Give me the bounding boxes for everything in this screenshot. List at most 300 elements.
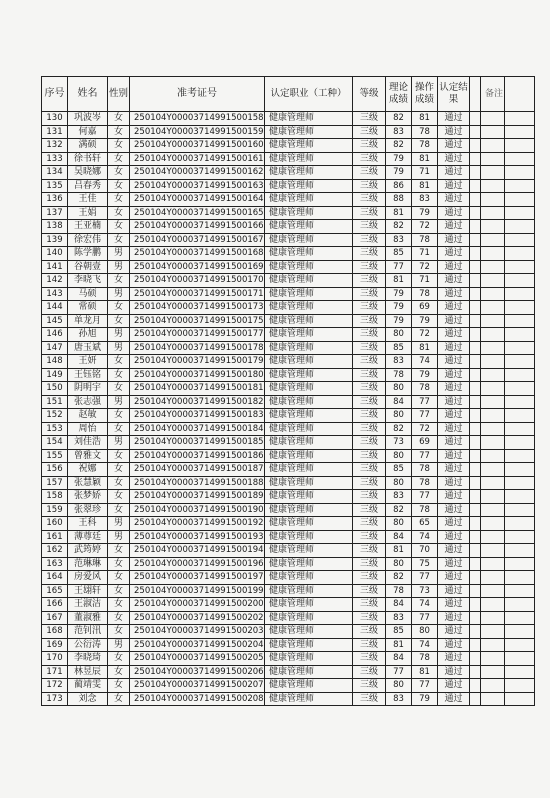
row-gender: 女 <box>108 679 130 693</box>
table-row <box>42 233 535 247</box>
row-ticket: 250104Y00003714991500188 <box>130 476 265 490</box>
row-level: 三级 <box>353 220 386 234</box>
row-name: 张慧颖 <box>68 476 108 490</box>
table-row <box>42 206 535 220</box>
row-operation-score: 79 <box>412 692 438 706</box>
row-empty-cell <box>481 112 505 126</box>
row-gender: 女 <box>108 625 130 639</box>
row-seq: 147 <box>42 341 68 355</box>
row-empty-cell <box>505 220 535 234</box>
row-result: 通过 <box>438 233 470 247</box>
row-ticket: 250104Y00003714991500196 <box>130 557 265 571</box>
row-gender: 男 <box>108 260 130 274</box>
row-job: 健康管理师 <box>265 314 353 328</box>
row-level: 三级 <box>353 274 386 288</box>
header-job: 认定职业（工种） <box>265 77 353 112</box>
row-seq: 140 <box>42 247 68 261</box>
row-theory-score: 83 <box>386 490 412 504</box>
row-operation-score: 69 <box>412 301 438 315</box>
row-empty-cell <box>481 287 505 301</box>
row-empty-cell <box>481 530 505 544</box>
row-ticket: 250104Y00003714991500165 <box>130 206 265 220</box>
row-empty-cell <box>481 125 505 139</box>
row-empty-cell <box>470 638 481 652</box>
row-name: 单龙月 <box>68 314 108 328</box>
row-result: 通过 <box>438 692 470 706</box>
row-job: 健康管理师 <box>265 152 353 166</box>
row-job: 健康管理师 <box>265 233 353 247</box>
row-name: 公衍涛 <box>68 638 108 652</box>
row-result: 通过 <box>438 422 470 436</box>
row-empty-cell <box>505 233 535 247</box>
row-seq: 168 <box>42 625 68 639</box>
row-gender: 男 <box>108 638 130 652</box>
row-seq: 150 <box>42 382 68 396</box>
row-empty-cell <box>470 611 481 625</box>
row-seq: 163 <box>42 557 68 571</box>
row-empty-cell <box>505 328 535 342</box>
row-seq: 172 <box>42 679 68 693</box>
row-empty-cell <box>505 139 535 153</box>
row-gender: 女 <box>108 166 130 180</box>
table-row <box>42 625 535 639</box>
row-job: 健康管理师 <box>265 557 353 571</box>
row-seq: 145 <box>42 314 68 328</box>
row-level: 三级 <box>353 679 386 693</box>
row-result: 通过 <box>438 665 470 679</box>
row-empty-cell <box>481 274 505 288</box>
row-result: 通过 <box>438 638 470 652</box>
row-empty-cell <box>470 692 481 706</box>
row-empty-cell <box>481 422 505 436</box>
row-empty-cell <box>505 206 535 220</box>
row-seq: 154 <box>42 436 68 450</box>
row-operation-score: 72 <box>412 260 438 274</box>
row-job: 健康管理师 <box>265 544 353 558</box>
row-seq: 155 <box>42 449 68 463</box>
row-theory-score: 83 <box>386 692 412 706</box>
row-theory-score: 84 <box>386 395 412 409</box>
row-empty-cell <box>505 355 535 369</box>
row-level: 三级 <box>353 382 386 396</box>
row-empty-cell <box>505 152 535 166</box>
table-row <box>42 436 535 450</box>
row-seq: 146 <box>42 328 68 342</box>
row-level: 三级 <box>353 125 386 139</box>
row-result: 通过 <box>438 490 470 504</box>
row-empty-cell <box>481 328 505 342</box>
row-theory-score: 83 <box>386 233 412 247</box>
row-gender: 女 <box>108 382 130 396</box>
row-theory-score: 80 <box>386 476 412 490</box>
table-row <box>42 476 535 490</box>
row-job: 健康管理师 <box>265 517 353 531</box>
row-name: 林昱辰 <box>68 665 108 679</box>
row-job: 健康管理师 <box>265 382 353 396</box>
row-operation-score: 77 <box>412 449 438 463</box>
row-job: 健康管理师 <box>265 301 353 315</box>
row-empty-cell <box>470 314 481 328</box>
row-seq: 156 <box>42 463 68 477</box>
row-theory-score: 77 <box>386 665 412 679</box>
table-row <box>42 152 535 166</box>
table-row <box>42 557 535 571</box>
row-job: 健康管理师 <box>265 368 353 382</box>
row-result: 通过 <box>438 287 470 301</box>
row-result: 通过 <box>438 368 470 382</box>
row-name: 祝娜 <box>68 463 108 477</box>
row-seq: 157 <box>42 476 68 490</box>
row-job: 健康管理师 <box>265 193 353 207</box>
row-operation-score: 79 <box>412 314 438 328</box>
row-theory-score: 77 <box>386 260 412 274</box>
row-empty-cell <box>470 625 481 639</box>
row-ticket: 250104Y00003714991500190 <box>130 503 265 517</box>
row-name: 谷朝壹 <box>68 260 108 274</box>
row-level: 三级 <box>353 692 386 706</box>
row-empty-cell <box>481 679 505 693</box>
table-row <box>42 341 535 355</box>
table-row <box>42 260 535 274</box>
row-empty-cell <box>505 584 535 598</box>
row-name: 范琳琳 <box>68 557 108 571</box>
row-seq: 167 <box>42 611 68 625</box>
row-seq: 149 <box>42 368 68 382</box>
row-ticket: 250104Y00003714991500185 <box>130 436 265 450</box>
row-level: 三级 <box>353 611 386 625</box>
table-row <box>42 544 535 558</box>
table-row <box>42 301 535 315</box>
row-empty-cell <box>505 274 535 288</box>
row-theory-score: 82 <box>386 220 412 234</box>
row-name: 吕春秀 <box>68 179 108 193</box>
row-result: 通过 <box>438 355 470 369</box>
row-empty-cell <box>470 463 481 477</box>
row-result: 通过 <box>438 341 470 355</box>
row-level: 三级 <box>353 341 386 355</box>
row-operation-score: 78 <box>412 382 438 396</box>
table-row <box>42 355 535 369</box>
row-ticket: 250104Y00003714991500192 <box>130 517 265 531</box>
row-operation-score: 74 <box>412 355 438 369</box>
row-operation-score: 78 <box>412 463 438 477</box>
row-empty-cell <box>481 692 505 706</box>
row-theory-score: 83 <box>386 355 412 369</box>
row-ticket: 250104Y00003714991500183 <box>130 409 265 423</box>
row-empty-cell <box>481 463 505 477</box>
row-name: 徐书轩 <box>68 152 108 166</box>
table-row <box>42 112 535 126</box>
row-result: 通过 <box>438 584 470 598</box>
row-empty-cell <box>481 233 505 247</box>
row-empty-cell <box>505 409 535 423</box>
row-level: 三级 <box>353 571 386 585</box>
row-empty-cell <box>481 260 505 274</box>
row-ticket: 250104Y00003714991500197 <box>130 571 265 585</box>
row-empty-cell <box>505 652 535 666</box>
row-empty-cell <box>481 355 505 369</box>
row-result: 通过 <box>438 139 470 153</box>
row-empty-cell <box>505 463 535 477</box>
row-operation-score: 79 <box>412 206 438 220</box>
row-level: 三级 <box>353 517 386 531</box>
row-empty-cell <box>470 233 481 247</box>
row-operation-score: 81 <box>412 341 438 355</box>
row-empty-cell <box>470 166 481 180</box>
row-operation-score: 77 <box>412 395 438 409</box>
row-ticket: 250104Y00003714991500181 <box>130 382 265 396</box>
row-job: 健康管理师 <box>265 112 353 126</box>
row-ticket: 250104Y00003714991500164 <box>130 193 265 207</box>
row-job: 健康管理师 <box>265 598 353 612</box>
row-level: 三级 <box>353 584 386 598</box>
row-gender: 女 <box>108 193 130 207</box>
row-empty-cell <box>505 625 535 639</box>
table-row <box>42 220 535 234</box>
row-name: 周怡 <box>68 422 108 436</box>
row-empty-cell <box>505 449 535 463</box>
row-theory-score: 85 <box>386 463 412 477</box>
row-theory-score: 85 <box>386 247 412 261</box>
row-theory-score: 79 <box>386 314 412 328</box>
header-remark: 备注 <box>481 77 505 112</box>
row-gender: 女 <box>108 665 130 679</box>
row-seq: 173 <box>42 692 68 706</box>
row-theory-score: 79 <box>386 301 412 315</box>
row-empty-cell <box>470 665 481 679</box>
row-theory-score: 80 <box>386 557 412 571</box>
row-empty-cell <box>505 125 535 139</box>
table-row <box>42 314 535 328</box>
row-job: 健康管理师 <box>265 611 353 625</box>
row-gender: 女 <box>108 233 130 247</box>
row-theory-score: 83 <box>386 611 412 625</box>
row-seq: 132 <box>42 139 68 153</box>
row-seq: 143 <box>42 287 68 301</box>
header-gender: 性别 <box>108 77 130 112</box>
table-row <box>42 193 535 207</box>
row-seq: 148 <box>42 355 68 369</box>
row-result: 通过 <box>438 328 470 342</box>
table-row <box>42 638 535 652</box>
row-gender: 男 <box>108 341 130 355</box>
row-seq: 160 <box>42 517 68 531</box>
header-extra <box>505 77 535 112</box>
row-empty-cell <box>470 179 481 193</box>
row-level: 三级 <box>353 463 386 477</box>
row-ticket: 250104Y00003714991500199 <box>130 584 265 598</box>
row-level: 三级 <box>353 436 386 450</box>
row-job: 健康管理师 <box>265 476 353 490</box>
row-job: 健康管理师 <box>265 409 353 423</box>
row-empty-cell <box>505 112 535 126</box>
row-result: 通过 <box>438 395 470 409</box>
row-job: 健康管理师 <box>265 247 353 261</box>
row-empty-cell <box>505 638 535 652</box>
row-empty-cell <box>481 490 505 504</box>
row-level: 三级 <box>353 665 386 679</box>
row-name: 王钰铭 <box>68 368 108 382</box>
row-gender: 女 <box>108 355 130 369</box>
row-ticket: 250104Y00003714991500194 <box>130 544 265 558</box>
row-name: 张翠珍 <box>68 503 108 517</box>
row-empty-cell <box>470 449 481 463</box>
row-empty-cell <box>505 382 535 396</box>
row-gender: 女 <box>108 422 130 436</box>
row-operation-score: 74 <box>412 530 438 544</box>
row-seq: 151 <box>42 395 68 409</box>
row-operation-score: 65 <box>412 517 438 531</box>
row-empty-cell <box>505 368 535 382</box>
row-seq: 142 <box>42 274 68 288</box>
table-row <box>42 409 535 423</box>
row-result: 通过 <box>438 112 470 126</box>
row-seq: 135 <box>42 179 68 193</box>
row-empty-cell <box>481 247 505 261</box>
row-empty-cell <box>470 368 481 382</box>
header-theory: 理论成绩 <box>386 77 412 112</box>
row-operation-score: 71 <box>412 166 438 180</box>
row-job: 健康管理师 <box>265 395 353 409</box>
row-name: 马硕 <box>68 287 108 301</box>
row-gender: 女 <box>108 503 130 517</box>
row-operation-score: 75 <box>412 557 438 571</box>
table-row <box>42 166 535 180</box>
table-row <box>42 679 535 693</box>
row-empty-cell <box>470 274 481 288</box>
row-operation-score: 77 <box>412 679 438 693</box>
row-empty-cell <box>481 476 505 490</box>
row-level: 三级 <box>353 409 386 423</box>
row-theory-score: 82 <box>386 571 412 585</box>
row-gender: 男 <box>108 395 130 409</box>
row-theory-score: 80 <box>386 449 412 463</box>
row-operation-score: 81 <box>412 665 438 679</box>
table-row <box>42 287 535 301</box>
row-ticket: 250104Y00003714991500161 <box>130 152 265 166</box>
row-empty-cell <box>481 436 505 450</box>
row-seq: 158 <box>42 490 68 504</box>
row-operation-score: 80 <box>412 625 438 639</box>
row-result: 通过 <box>438 557 470 571</box>
row-result: 通过 <box>438 152 470 166</box>
row-empty-cell <box>470 598 481 612</box>
row-gender: 女 <box>108 584 130 598</box>
row-result: 通过 <box>438 463 470 477</box>
row-operation-score: 81 <box>412 152 438 166</box>
results-table <box>41 76 535 706</box>
row-theory-score: 83 <box>386 125 412 139</box>
row-theory-score: 85 <box>386 625 412 639</box>
table-row <box>42 328 535 342</box>
row-empty-cell <box>505 517 535 531</box>
row-theory-score: 73 <box>386 436 412 450</box>
row-empty-cell <box>470 571 481 585</box>
row-level: 三级 <box>353 395 386 409</box>
row-gender: 女 <box>108 152 130 166</box>
row-job: 健康管理师 <box>265 166 353 180</box>
row-operation-score: 81 <box>412 112 438 126</box>
row-seq: 162 <box>42 544 68 558</box>
row-gender: 女 <box>108 206 130 220</box>
row-empty-cell <box>505 544 535 558</box>
row-name: 蔺靖雯 <box>68 679 108 693</box>
row-job: 健康管理师 <box>265 679 353 693</box>
row-ticket: 250104Y00003714991500203 <box>130 625 265 639</box>
row-job: 健康管理师 <box>265 584 353 598</box>
row-result: 通过 <box>438 382 470 396</box>
row-operation-score: 70 <box>412 544 438 558</box>
row-level: 三级 <box>353 179 386 193</box>
row-empty-cell <box>481 544 505 558</box>
table-row <box>42 368 535 382</box>
table-row <box>42 517 535 531</box>
row-job: 健康管理师 <box>265 692 353 706</box>
row-ticket: 250104Y00003714991500193 <box>130 530 265 544</box>
row-result: 通过 <box>438 220 470 234</box>
row-empty-cell <box>481 179 505 193</box>
row-level: 三级 <box>353 260 386 274</box>
row-ticket: 250104Y00003714991500207 <box>130 679 265 693</box>
row-empty-cell <box>470 287 481 301</box>
row-theory-score: 84 <box>386 530 412 544</box>
row-empty-cell <box>505 260 535 274</box>
row-level: 三级 <box>353 152 386 166</box>
row-empty-cell <box>481 557 505 571</box>
row-seq: 159 <box>42 503 68 517</box>
row-empty-cell <box>505 557 535 571</box>
row-empty-cell <box>470 355 481 369</box>
row-name: 王淑洁 <box>68 598 108 612</box>
row-empty-cell <box>470 206 481 220</box>
row-job: 健康管理师 <box>265 490 353 504</box>
row-seq: 170 <box>42 652 68 666</box>
row-job: 健康管理师 <box>265 449 353 463</box>
row-result: 通过 <box>438 193 470 207</box>
row-theory-score: 80 <box>386 328 412 342</box>
row-empty-cell <box>505 692 535 706</box>
row-theory-score: 79 <box>386 152 412 166</box>
row-empty-cell <box>505 314 535 328</box>
table-row <box>42 652 535 666</box>
row-name: 房爱风 <box>68 571 108 585</box>
row-empty-cell <box>481 503 505 517</box>
row-gender: 女 <box>108 611 130 625</box>
row-level: 三级 <box>353 530 386 544</box>
row-result: 通过 <box>438 625 470 639</box>
row-result: 通过 <box>438 449 470 463</box>
row-empty-cell <box>470 422 481 436</box>
row-operation-score: 77 <box>412 571 438 585</box>
row-empty-cell <box>481 665 505 679</box>
table-row <box>42 139 535 153</box>
row-operation-score: 69 <box>412 436 438 450</box>
row-empty-cell <box>470 544 481 558</box>
row-empty-cell <box>470 341 481 355</box>
row-ticket: 250104Y00003714991500167 <box>130 233 265 247</box>
row-gender: 女 <box>108 274 130 288</box>
row-level: 三级 <box>353 422 386 436</box>
table-row <box>42 179 535 193</box>
row-empty-cell <box>505 503 535 517</box>
row-gender: 女 <box>108 139 130 153</box>
row-ticket: 250104Y00003714991500178 <box>130 341 265 355</box>
row-job: 健康管理师 <box>265 503 353 517</box>
row-level: 三级 <box>353 301 386 315</box>
row-name: 孙旭 <box>68 328 108 342</box>
row-gender: 女 <box>108 449 130 463</box>
row-ticket: 250104Y00003714991500202 <box>130 611 265 625</box>
